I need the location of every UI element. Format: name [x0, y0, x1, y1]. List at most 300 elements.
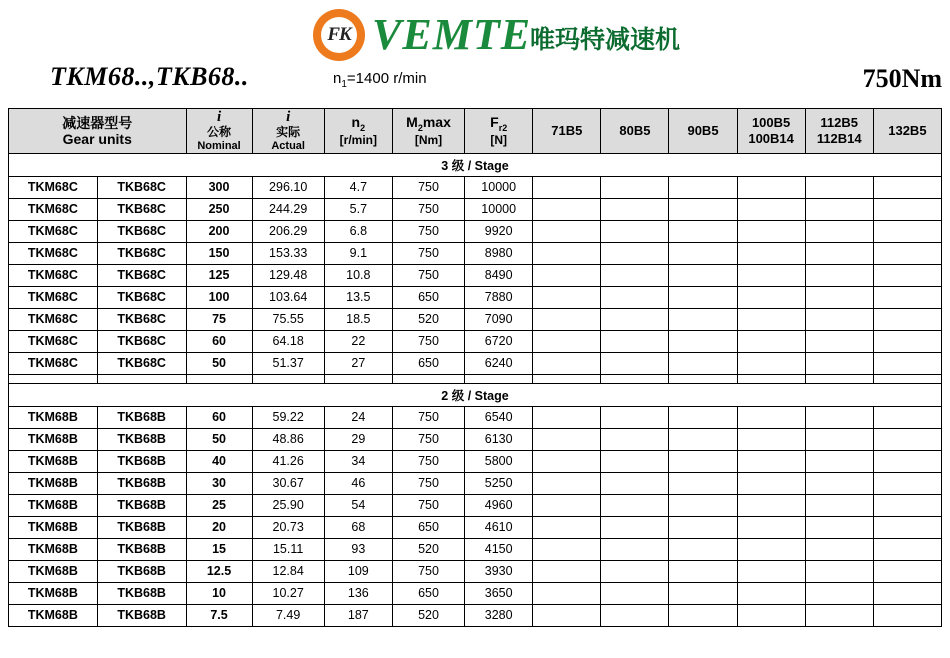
cell-flange-112b5 [805, 406, 873, 428]
cell-flange-132b5 [873, 198, 941, 220]
cell-fr2: 3650 [465, 582, 533, 604]
cell-flange-90b5 [669, 352, 737, 374]
cell-m2max: 750 [392, 176, 464, 198]
header-m2-unit: [Nm] [414, 132, 443, 147]
spacer-cell [465, 374, 533, 383]
cell-tkb-model: TKB68B [97, 582, 186, 604]
cell-flange-100b5 [737, 494, 805, 516]
table-row [9, 560, 942, 582]
cell-flange-112b5 [805, 538, 873, 560]
cell-flange-71b5 [533, 242, 601, 264]
cell-flange-90b5 [669, 582, 737, 604]
cell-tkm-model: TKM68B [9, 472, 98, 494]
spacer-cell [805, 374, 873, 383]
cell-tkb-model: TKB68B [97, 428, 186, 450]
cell-flange-112b5 [805, 176, 873, 198]
table-row [9, 264, 942, 286]
cell-i-actual: 48.86 [252, 428, 324, 450]
cell-i-nominal: 50 [186, 352, 252, 374]
header-n2-symbol [325, 114, 392, 133]
cell-flange-132b5 [873, 406, 941, 428]
cell-n2: 34 [324, 450, 392, 472]
cell-flange-80b5 [601, 560, 669, 582]
header-n2-unit: [r/min] [339, 132, 377, 147]
cell-flange-100b5 [737, 428, 805, 450]
cell-flange-80b5 [601, 286, 669, 308]
table-row [9, 494, 942, 516]
header-i-actual [252, 109, 324, 154]
cell-flange-71b5 [533, 450, 601, 472]
cell-flange-132b5 [873, 428, 941, 450]
cell-flange-90b5 [669, 538, 737, 560]
cell-i-nominal: 60 [186, 330, 252, 352]
cell-flange-90b5 [669, 176, 737, 198]
brand-name: VEMTE [372, 10, 532, 59]
header-m2-symbol [393, 114, 464, 133]
cell-tkm-model: TKM68B [9, 406, 98, 428]
cell-tkm-model: TKM68B [9, 494, 98, 516]
cell-m2max: 750 [392, 560, 464, 582]
cell-m2max: 750 [392, 242, 464, 264]
stage-3-label: 3 级 / Stage [9, 153, 942, 176]
table-row [9, 516, 942, 538]
cell-flange-71b5 [533, 264, 601, 286]
cell-i-actual: 59.22 [252, 406, 324, 428]
cell-fr2: 6240 [465, 352, 533, 374]
cell-flange-132b5 [873, 264, 941, 286]
model-title: TKM68..,TKB68.. [50, 62, 249, 91]
cell-flange-112b5 [805, 242, 873, 264]
cell-flange-90b5 [669, 264, 737, 286]
cell-flange-71b5 [533, 220, 601, 242]
cell-flange-100b5 [737, 516, 805, 538]
table-row [9, 604, 942, 626]
cell-flange-112b5 [805, 582, 873, 604]
cell-n2: 93 [324, 538, 392, 560]
cell-flange-100b5 [737, 352, 805, 374]
cell-tkm-model: TKM68B [9, 450, 98, 472]
cell-tkm-model: TKM68C [9, 352, 98, 374]
cell-i-nominal: 200 [186, 220, 252, 242]
cell-tkm-model: TKM68B [9, 516, 98, 538]
cell-flange-80b5 [601, 330, 669, 352]
cell-fr2: 5250 [465, 472, 533, 494]
spacer-cell [252, 374, 324, 383]
cell-flange-80b5 [601, 450, 669, 472]
spacer-cell [97, 374, 186, 383]
cell-fr2: 8980 [465, 242, 533, 264]
cell-tkb-model: TKB68B [97, 604, 186, 626]
header-fr2-symbol [465, 114, 532, 133]
header-n2-subscript: 2 [360, 123, 366, 134]
cell-tkb-model: TKB68C [97, 220, 186, 242]
cell-flange-90b5 [669, 494, 737, 516]
cell-flange-112b5 [805, 264, 873, 286]
header-i-actual-en: Actual [271, 140, 305, 153]
cell-m2max: 650 [392, 516, 464, 538]
cell-flange-90b5 [669, 406, 737, 428]
cell-i-actual: 10.27 [252, 582, 324, 604]
cell-tkm-model: TKM68C [9, 220, 98, 242]
cell-tkm-model: TKM68C [9, 176, 98, 198]
cell-m2max: 650 [392, 286, 464, 308]
cell-flange-71b5 [533, 516, 601, 538]
cell-flange-71b5 [533, 198, 601, 220]
cell-flange-80b5 [601, 220, 669, 242]
table-row [9, 330, 942, 352]
cell-tkb-model: TKB68B [97, 560, 186, 582]
table-row [9, 198, 942, 220]
cell-n2: 10.8 [324, 264, 392, 286]
cell-m2max: 750 [392, 406, 464, 428]
spacer-cell [9, 374, 98, 383]
cell-fr2: 6720 [465, 330, 533, 352]
cell-n2: 22 [324, 330, 392, 352]
cell-flange-90b5 [669, 450, 737, 472]
cell-m2max: 750 [392, 494, 464, 516]
stage-3-header-row [9, 153, 942, 176]
cell-tkm-model: TKM68C [9, 198, 98, 220]
section-spacer [9, 374, 942, 383]
cell-flange-100b5 [737, 330, 805, 352]
cell-tkb-model: TKB68B [97, 538, 186, 560]
cell-flange-80b5 [601, 264, 669, 286]
cell-tkm-model: TKM68C [9, 308, 98, 330]
cell-i-actual: 12.84 [252, 560, 324, 582]
cell-n2: 5.7 [324, 198, 392, 220]
cell-flange-80b5 [601, 582, 669, 604]
cell-flange-112b5 [805, 472, 873, 494]
cell-flange-112b5 [805, 198, 873, 220]
cell-flange-100b5 [737, 450, 805, 472]
cell-n2: 29 [324, 428, 392, 450]
table-row [9, 286, 942, 308]
cell-tkb-model: TKB68B [97, 472, 186, 494]
stage-2-header-row [9, 383, 942, 406]
cell-flange-71b5 [533, 472, 601, 494]
cell-flange-132b5 [873, 286, 941, 308]
spacer-cell [873, 374, 941, 383]
header-i-nominal-cn: 公称 [207, 125, 232, 140]
cell-flange-132b5 [873, 220, 941, 242]
cell-i-nominal: 7.5 [186, 604, 252, 626]
table-row [9, 176, 942, 198]
cell-m2max: 520 [392, 604, 464, 626]
cell-i-actual: 15.11 [252, 538, 324, 560]
cell-flange-80b5 [601, 176, 669, 198]
cell-m2max: 750 [392, 428, 464, 450]
cell-n2: 109 [324, 560, 392, 582]
table-row [9, 308, 942, 330]
cell-fr2: 10000 [465, 198, 533, 220]
brand-name-cn: 唯玛特减速机 [530, 26, 681, 54]
cell-tkm-model: TKM68C [9, 330, 98, 352]
cell-tkb-model: TKB68C [97, 242, 186, 264]
header-i-actual-cn: 实际 [276, 125, 301, 140]
cell-flange-112b5 [805, 428, 873, 450]
cell-flange-132b5 [873, 330, 941, 352]
cell-flange-71b5 [533, 330, 601, 352]
cell-flange-71b5 [533, 494, 601, 516]
cell-tkb-model: TKB68C [97, 286, 186, 308]
cell-flange-132b5 [873, 242, 941, 264]
cell-i-nominal: 50 [186, 428, 252, 450]
cell-flange-71b5 [533, 560, 601, 582]
header-i-nominal [186, 109, 252, 154]
cell-tkm-model: TKM68B [9, 560, 98, 582]
cell-flange-132b5 [873, 538, 941, 560]
cell-i-nominal: 25 [186, 494, 252, 516]
header-fr2-letter: F [490, 114, 499, 131]
speed-subscript: 1 [341, 79, 347, 90]
cell-flange-112b5 [805, 352, 873, 374]
cell-n2: 136 [324, 582, 392, 604]
spacer-cell [324, 374, 392, 383]
cell-m2max: 750 [392, 450, 464, 472]
cell-flange-90b5 [669, 472, 737, 494]
header-fr2 [465, 109, 533, 154]
cell-flange-132b5 [873, 582, 941, 604]
table-row [9, 428, 942, 450]
title-row [0, 62, 950, 98]
cell-m2max: 750 [392, 198, 464, 220]
cell-fr2: 6130 [465, 428, 533, 450]
header-flange-100b5-line1: 100B5 [751, 114, 791, 130]
cell-flange-80b5 [601, 472, 669, 494]
cell-tkb-model: TKB68B [97, 450, 186, 472]
cell-flange-100b5 [737, 560, 805, 582]
cell-i-actual: 206.29 [252, 220, 324, 242]
cell-flange-80b5 [601, 352, 669, 374]
cell-flange-132b5 [873, 308, 941, 330]
cell-flange-100b5 [737, 604, 805, 626]
cell-tkb-model: TKB68C [97, 308, 186, 330]
cell-flange-80b5 [601, 516, 669, 538]
cell-flange-112b5 [805, 560, 873, 582]
cell-i-nominal: 15 [186, 538, 252, 560]
table-head [9, 109, 942, 154]
header-gear-units-cn: 减速器型号 [62, 114, 133, 131]
header-gear-units-en: Gear units [62, 130, 132, 147]
cell-n2: 46 [324, 472, 392, 494]
cell-m2max: 750 [392, 264, 464, 286]
cell-fr2: 4960 [465, 494, 533, 516]
cell-tkm-model: TKM68C [9, 242, 98, 264]
cell-tkm-model: TKM68B [9, 582, 98, 604]
cell-fr2: 3930 [465, 560, 533, 582]
cell-fr2: 7090 [465, 308, 533, 330]
cell-flange-71b5 [533, 582, 601, 604]
cell-flange-80b5 [601, 242, 669, 264]
header-flange-132b5: 132B5 [873, 109, 941, 154]
cell-flange-132b5 [873, 472, 941, 494]
cell-flange-90b5 [669, 286, 737, 308]
cell-flange-100b5 [737, 264, 805, 286]
cell-i-actual: 25.90 [252, 494, 324, 516]
cell-flange-71b5 [533, 406, 601, 428]
header-row [9, 109, 942, 154]
cell-n2: 187 [324, 604, 392, 626]
cell-flange-90b5 [669, 516, 737, 538]
cell-m2max: 520 [392, 538, 464, 560]
header-i-nominal-en: Nominal [197, 140, 241, 153]
spacer-cell [392, 374, 464, 383]
header-flange-80b5: 80B5 [601, 109, 669, 154]
cell-fr2: 4610 [465, 516, 533, 538]
table-row [9, 406, 942, 428]
cell-flange-90b5 [669, 220, 737, 242]
cell-tkm-model: TKM68B [9, 538, 98, 560]
cell-i-nominal: 125 [186, 264, 252, 286]
spacer-cell [186, 374, 252, 383]
cell-i-actual: 30.67 [252, 472, 324, 494]
cell-flange-90b5 [669, 198, 737, 220]
spacer-cell [533, 374, 601, 383]
cell-flange-80b5 [601, 198, 669, 220]
table-row [9, 220, 942, 242]
logo-circle [313, 9, 365, 61]
cell-flange-80b5 [601, 604, 669, 626]
cell-flange-90b5 [669, 308, 737, 330]
table-row [9, 472, 942, 494]
cell-n2: 4.7 [324, 176, 392, 198]
cell-flange-100b5 [737, 242, 805, 264]
cell-n2: 54 [324, 494, 392, 516]
cell-flange-100b5 [737, 538, 805, 560]
header-n2-letter: n [351, 114, 361, 131]
cell-flange-112b5 [805, 450, 873, 472]
cell-i-actual: 296.10 [252, 176, 324, 198]
cell-flange-100b5 [737, 582, 805, 604]
header-m2-suffix: max [422, 114, 451, 131]
cell-flange-90b5 [669, 604, 737, 626]
cell-i-nominal: 300 [186, 176, 252, 198]
cell-tkb-model: TKB68B [97, 406, 186, 428]
cell-fr2: 10000 [465, 176, 533, 198]
header-flange-112b5-line1: 112B5 [820, 114, 859, 130]
cell-flange-90b5 [669, 560, 737, 582]
cell-flange-132b5 [873, 450, 941, 472]
cell-fr2: 9920 [465, 220, 533, 242]
cell-fr2: 8490 [465, 264, 533, 286]
cell-m2max: 750 [392, 220, 464, 242]
cell-flange-100b5 [737, 406, 805, 428]
cell-i-nominal: 40 [186, 450, 252, 472]
cell-tkb-model: TKB68C [97, 330, 186, 352]
cell-flange-80b5 [601, 428, 669, 450]
cell-flange-112b5 [805, 220, 873, 242]
cell-tkb-model: TKB68C [97, 352, 186, 374]
cell-m2max: 750 [392, 472, 464, 494]
cell-i-actual: 103.64 [252, 286, 324, 308]
header-flange-100b5 [737, 109, 805, 154]
cell-flange-80b5 [601, 406, 669, 428]
cell-i-actual: 244.29 [252, 198, 324, 220]
cell-fr2: 4150 [465, 538, 533, 560]
cell-tkm-model: TKM68B [9, 604, 98, 626]
cell-n2: 18.5 [324, 308, 392, 330]
cell-flange-112b5 [805, 604, 873, 626]
header-i-symbol-nominal: i [216, 109, 222, 125]
cell-m2max: 750 [392, 330, 464, 352]
header-m2-subscript: 2 [417, 123, 423, 134]
cell-fr2: 3280 [465, 604, 533, 626]
cell-i-nominal: 30 [186, 472, 252, 494]
table-row [9, 582, 942, 604]
table-row [9, 352, 942, 374]
cell-n2: 24 [324, 406, 392, 428]
cell-i-nominal: 60 [186, 406, 252, 428]
spec-table-wrap [8, 108, 942, 627]
cell-tkb-model: TKB68B [97, 494, 186, 516]
cell-i-actual: 153.33 [252, 242, 324, 264]
spacer-cell [601, 374, 669, 383]
cell-flange-100b5 [737, 286, 805, 308]
cell-i-actual: 7.49 [252, 604, 324, 626]
header-n2 [324, 109, 392, 154]
speed-symbol: n [333, 70, 342, 87]
cell-flange-71b5 [533, 604, 601, 626]
cell-flange-132b5 [873, 560, 941, 582]
cell-fr2: 5800 [465, 450, 533, 472]
table-body [9, 153, 942, 626]
cell-flange-132b5 [873, 176, 941, 198]
cell-flange-100b5 [737, 220, 805, 242]
speed-value: =1400 r/min [346, 70, 427, 87]
cell-flange-90b5 [669, 428, 737, 450]
header-flange-100b14-line2: 100B14 [748, 130, 794, 146]
cell-flange-112b5 [805, 330, 873, 352]
cell-flange-100b5 [737, 308, 805, 330]
spacer-cell [737, 374, 805, 383]
cell-flange-132b5 [873, 494, 941, 516]
cell-n2: 13.5 [324, 286, 392, 308]
cell-flange-112b5 [805, 286, 873, 308]
cell-flange-132b5 [873, 516, 941, 538]
cell-tkb-model: TKB68C [97, 176, 186, 198]
cell-i-nominal: 75 [186, 308, 252, 330]
cell-n2: 9.1 [324, 242, 392, 264]
torque-rating: 750Nm [862, 64, 942, 93]
cell-flange-100b5 [737, 472, 805, 494]
cell-tkm-model: TKM68B [9, 428, 98, 450]
cell-flange-71b5 [533, 352, 601, 374]
cell-i-nominal: 150 [186, 242, 252, 264]
header-flange-71b5: 71B5 [533, 109, 601, 154]
cell-tkb-model: TKB68B [97, 516, 186, 538]
cell-i-actual: 75.55 [252, 308, 324, 330]
cell-fr2: 7880 [465, 286, 533, 308]
cell-i-nominal: 250 [186, 198, 252, 220]
cell-tkm-model: TKM68C [9, 264, 98, 286]
header-fr2-unit: [N] [490, 132, 508, 147]
cell-tkm-model: TKM68C [9, 286, 98, 308]
cell-m2max: 650 [392, 352, 464, 374]
logo-monogram: FK [321, 17, 357, 53]
stage-2-label: 2 级 / Stage [9, 383, 942, 406]
cell-n2: 68 [324, 516, 392, 538]
cell-flange-80b5 [601, 538, 669, 560]
cell-flange-80b5 [601, 494, 669, 516]
cell-flange-112b5 [805, 494, 873, 516]
cell-flange-90b5 [669, 242, 737, 264]
cell-flange-132b5 [873, 604, 941, 626]
cell-fr2: 6540 [465, 406, 533, 428]
cell-flange-100b5 [737, 198, 805, 220]
header-m2max [392, 109, 464, 154]
vemte-logo-icon [313, 9, 369, 61]
spacer-cell [669, 374, 737, 383]
